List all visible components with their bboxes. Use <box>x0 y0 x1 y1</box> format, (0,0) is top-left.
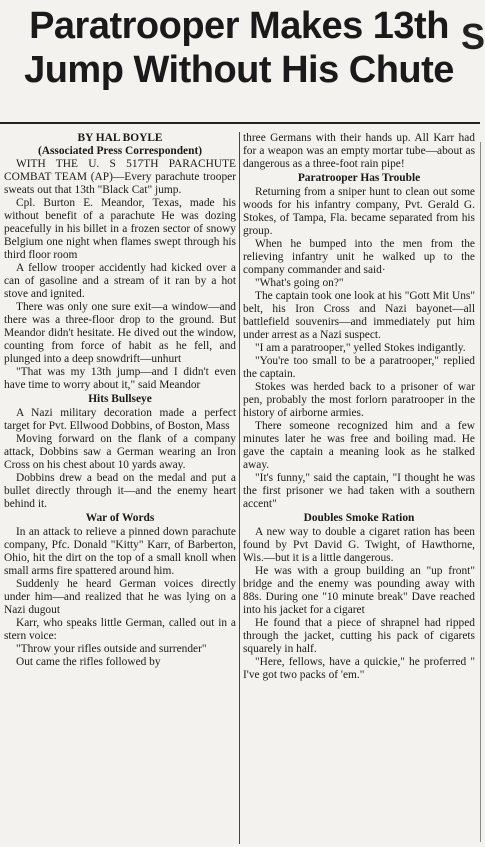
article-paragraph: "You're too small to be a paratrooper," replied the captain. <box>243 355 475 380</box>
page-edge-rule <box>480 142 485 842</box>
headline <box>0 4 478 92</box>
headline-line-1: Paratrooper Makes 13th <box>29 5 449 47</box>
article-paragraph: "What's going on?" <box>255 277 344 289</box>
subhead-paratrooper-has-trouble: Paratrooper Has Trouble <box>297 172 421 184</box>
subhead-war-of-words: War of Words <box>85 512 155 524</box>
article-paragraph: Karr, who speaks little German, called out in a stern voice: <box>4 617 236 642</box>
article-paragraph: Cpl. Burton E. Meandor, Texas, made his without benefit of a parachute He was dozing peacefully in his billet in a frozen sector of snowy Belgium one night when flames swept through his third floor room <box>4 197 236 261</box>
article-column-left <box>4 132 236 669</box>
byline: BY HAL BOYLE <box>77 132 163 144</box>
subhead-doubles-smoke-ration: Doubles Smoke Ration <box>303 512 415 524</box>
article-paragraph: A new way to double a cigaret ration has been found by Pvt David G. Twight, of Hawthorne, Wis.—but it is a little dangerous. <box>243 526 475 564</box>
article-paragraph: There was only one sure exit—a window—and there was a three-floor drop to the ground. But Meandor didn't hesitate. He dived out the window, counting from force of habit as he fell, and plunged into a deep snowdrift—unhurt <box>4 301 236 365</box>
article-paragraph: three Germans with their hands up. All Karr had for a weapon was an empty mortar tube—about as dangerous as a three-foot rain pipe! <box>243 132 475 170</box>
article-paragraph: "It's funny," said the captain, "I thought he was the first prisoner we had taken with a southern accent" <box>243 472 475 510</box>
headline-rule <box>0 122 480 124</box>
article-paragraph: He found that a piece of shrapnel had ripped through the jacket, cutting his pack of cigarets squarely in half. <box>243 617 475 655</box>
article-paragraph: Returning from a sniper hunt to clean out some woods for his infantry company, Pvt. Gerald G. Stokes, of Tampa, Fla. became separated from his group. <box>243 186 475 237</box>
article-column-right <box>243 132 475 682</box>
article-paragraph: A fellow trooper accidently had kicked over a can of gasoline and a stream of it ran by a hot stove and ignited. <box>4 262 236 300</box>
article-paragraph: The captain took one look at his "Gott Mit Uns" belt, his Iron Cross and Nazi bayonet—all battlefield souvenirs—and immediately put him under arrest as a Nazi suspect. <box>243 290 475 341</box>
article-paragraph: Dobbins drew a bead on the medal and put a bullet directly through it—and the enemy heart behind it. <box>4 472 236 510</box>
article-paragraph: WITH THE U. S 517TH PARACHUTE COMBAT TEAM (AP)—Every parachute trooper sweats out that 13th "Black Cat" jump. <box>4 158 236 196</box>
article-paragraph: In an attack to relieve a pinned down parachute company, Pfc. Donald "Kitty" Karr, of Barberton, Ohio, hit the dirt on the top of a small knoll when small arms fire spattered around him. <box>4 526 236 577</box>
column-divider <box>239 132 240 844</box>
article-paragraph: Stokes was herded back to a prisoner of war pen, probably the most forlorn paratrooper in the history of airborne armies. <box>243 381 475 419</box>
article-paragraph: "Throw your rifles outside and surrender" <box>16 643 207 655</box>
article-paragraph: There someone recognized him and a few minutes later he was free and boiling mad. He gave the captain a meaning look as he stalked away. <box>243 420 475 471</box>
article-paragraph: "Here, fellows, have a quickie," he proferred " I've got two packs of 'em." <box>243 656 475 681</box>
article-paragraph: He was with a group building an "up front" bridge and the enemy was pounding away with 88s. During one "10 minute break" Dave reached into his jacket for a cigaret <box>243 565 475 616</box>
article-paragraph: Out came the rifles followed by <box>16 656 161 668</box>
article-paragraph: When he bumped into the men from the relieving infantry unit he walked up to the company commander and said· <box>243 238 475 276</box>
article-paragraph: "That was my 13th jump—and I didn't even have time to worry about it," said Meandor <box>4 366 236 391</box>
subhead-hits-bullseye: Hits Bullseye <box>88 393 152 405</box>
article-paragraph: Suddenly he heard German voices directly under him—and realized that he was lying on a Nazi dugout <box>4 578 236 616</box>
credit-line: (Associated Press Correspondent) <box>37 145 203 157</box>
headline-line-2: Jump Without His Chute <box>24 49 454 91</box>
article-paragraph: Moving forward on the flank of a company attack, Dobbins saw a German wearing an Iron Cross on his chest about 10 yards away. <box>4 433 236 471</box>
article-paragraph: "I am a paratrooper," yelled Stokes indigantly. <box>255 342 466 354</box>
adjacent-column-glyph: S <box>460 16 485 57</box>
article-paragraph: A Nazi military decoration made a perfect target for Pvt. Ellwood Dobbins, of Boston, Mass <box>4 407 236 432</box>
